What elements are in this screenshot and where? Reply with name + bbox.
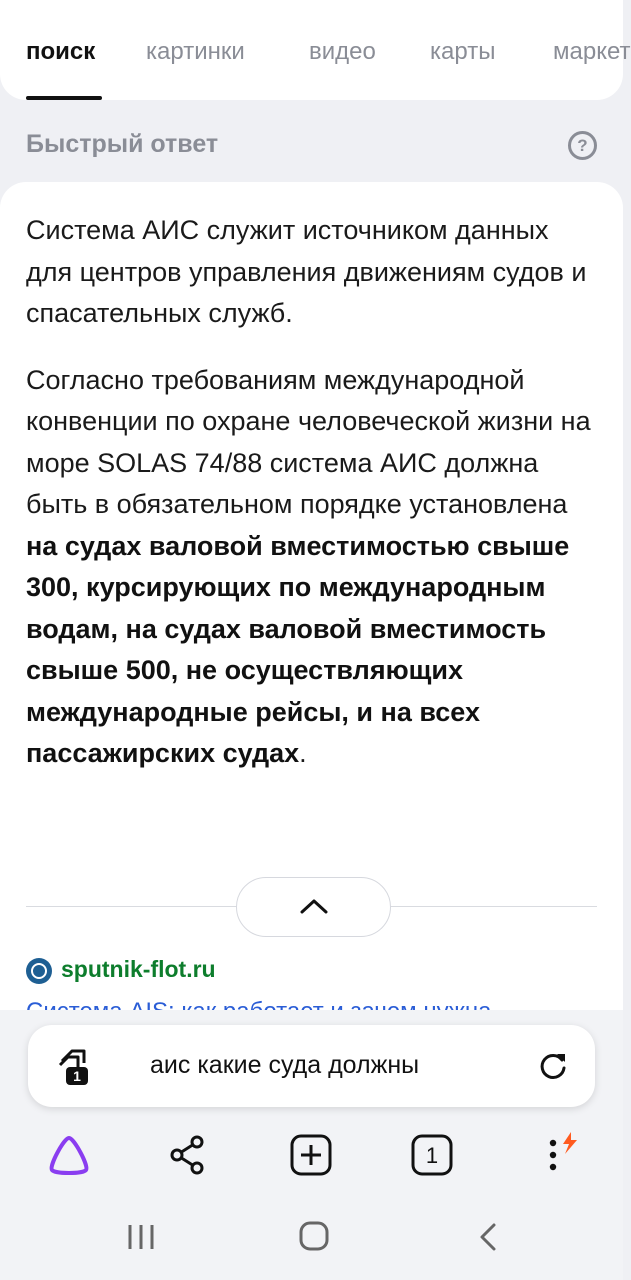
quick-answer-title: Быстрый ответ: [26, 130, 219, 158]
alice-assistant-icon[interactable]: [44, 1130, 94, 1180]
back-icon[interactable]: [476, 1215, 500, 1259]
tab-maps[interactable]: карты: [430, 38, 496, 65]
tab-market[interactable]: маркет: [553, 38, 631, 65]
tabs-icon[interactable]: [56, 1047, 92, 1087]
home-icon[interactable]: [297, 1215, 331, 1259]
site-favicon-icon: [26, 958, 52, 984]
answer-paragraph-2-end: .: [299, 738, 307, 768]
notification-bolt-icon: [563, 1132, 577, 1154]
answer-paragraph-2: [26, 360, 601, 775]
tab-video[interactable]: видео: [309, 38, 376, 65]
tabs-count-icon[interactable]: [407, 1130, 457, 1180]
system-nav-bar: [0, 1215, 623, 1265]
recent-apps-icon[interactable]: [126, 1215, 156, 1259]
tabs-icon-count: 1: [73, 1068, 81, 1084]
active-tab-indicator: [26, 96, 102, 100]
more-menu-icon[interactable]: [535, 1130, 585, 1180]
chevron-up-icon: [299, 896, 329, 916]
tab-search[interactable]: поиск: [26, 38, 96, 65]
answer-paragraph-1: Система АИС служит источником данных для центров управления движениям судов и спасательных служб.: [26, 215, 587, 328]
new-tab-icon[interactable]: [286, 1130, 336, 1180]
search-bar[interactable]: [28, 1025, 595, 1107]
answer-card: [0, 182, 623, 1062]
search-query[interactable]: аис какие суда должны: [150, 1051, 420, 1079]
search-tabs: [26, 38, 631, 78]
reload-icon[interactable]: [538, 1051, 568, 1081]
answer-highlight: на судах валовой вместимостью свыше 300, курсирующих по международным водам, на судах валовой вместимость свыше 500, не осуществляющих международные рейсы, и на всех пассажирских судах: [26, 530, 570, 768]
share-icon[interactable]: [163, 1130, 213, 1180]
collapse-button[interactable]: [236, 877, 391, 937]
help-icon[interactable]: ?: [568, 131, 597, 160]
source-domain[interactable]: sputnik-flot.ru: [61, 956, 216, 982]
answer-text: [26, 210, 601, 800]
answer-paragraph-2-plain: Согласно требованиям международной конвенции по охране человеческой жизни на море SOLAS 74/88 система АИС должна быть в обязательном порядке установлена: [26, 364, 591, 519]
tabs-count: 1: [425, 1143, 439, 1168]
tab-images[interactable]: картинки: [146, 38, 245, 65]
browser-toolbar: [0, 1130, 623, 1190]
